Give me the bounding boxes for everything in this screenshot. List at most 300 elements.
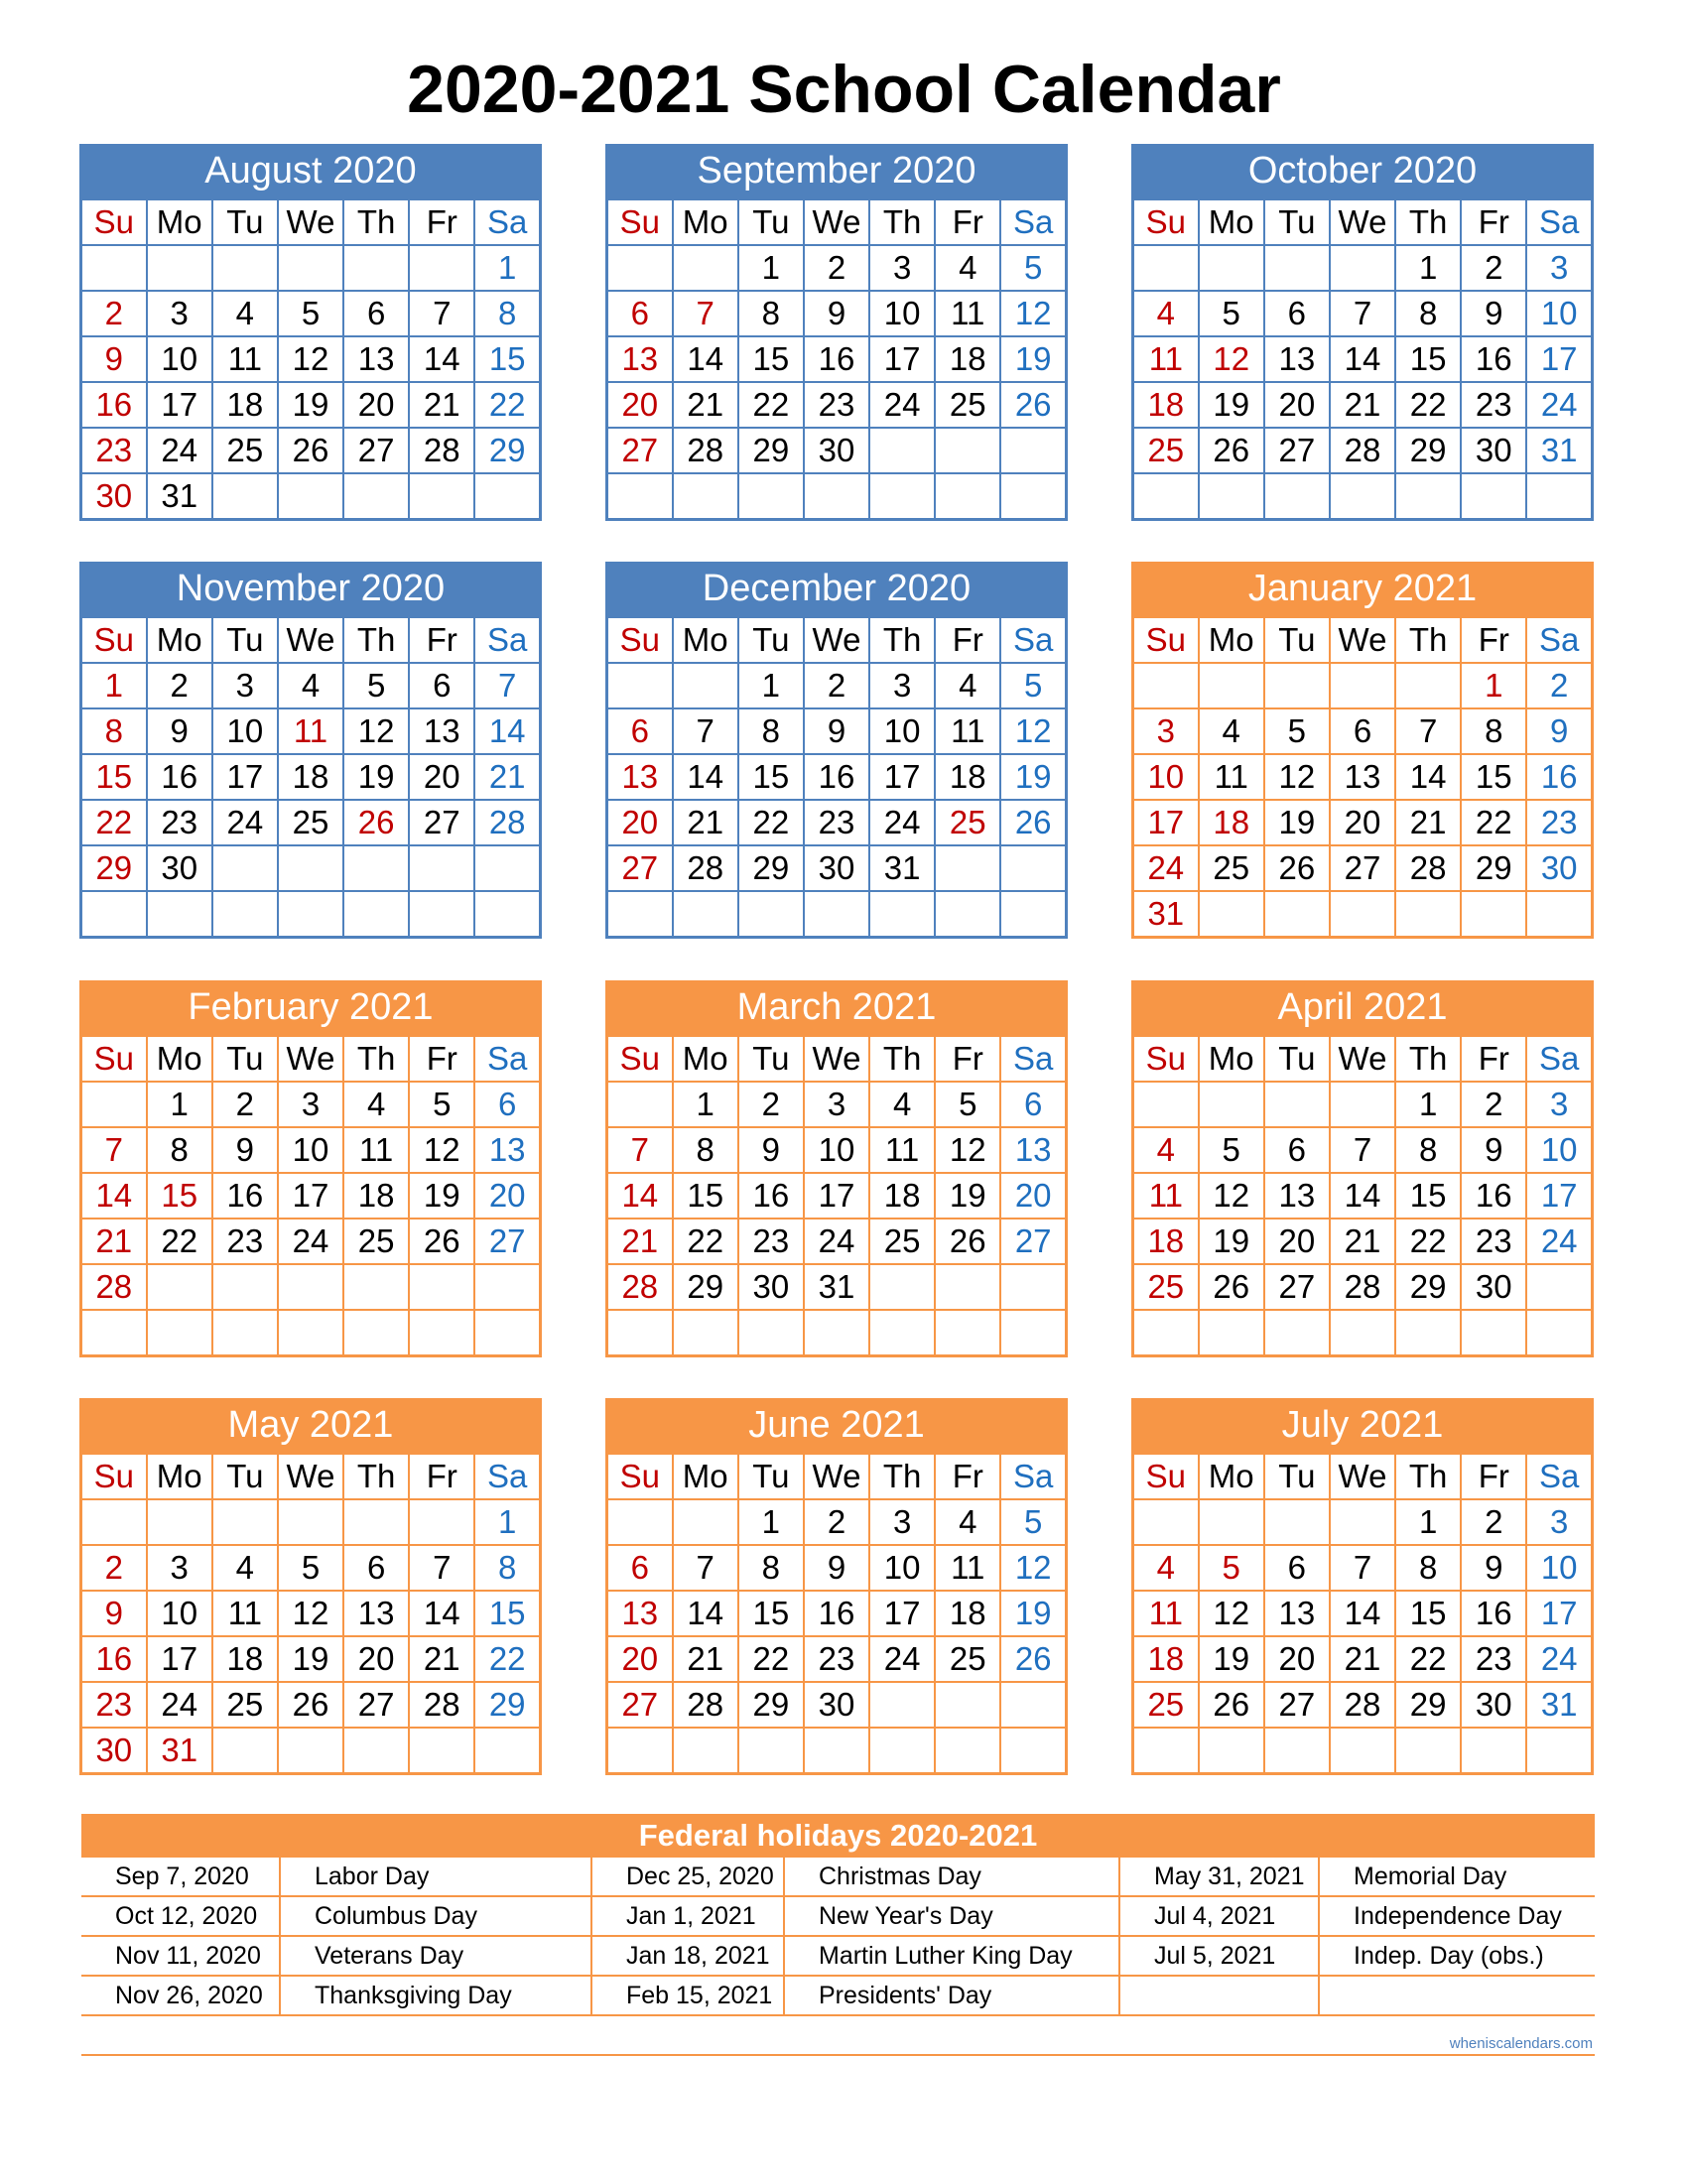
month-table: [79, 1034, 542, 1357]
day-cell: 21: [409, 382, 474, 428]
day-cell: 11: [278, 708, 343, 754]
day-cell: 20: [607, 382, 673, 428]
day-cell: 21: [1330, 1219, 1395, 1264]
weekday-header: We: [278, 199, 343, 246]
day-cell: 11: [1133, 1591, 1199, 1636]
day-cell: 30: [1461, 1264, 1526, 1310]
holidays-title: Federal holidays 2020-2021: [81, 1814, 1595, 1858]
empty-cell: [935, 1728, 1000, 1774]
month-title: December 2020: [605, 562, 1068, 615]
day-cell: 19: [1264, 800, 1330, 845]
day-cell: 10: [1526, 1127, 1592, 1173]
empty-cell: [343, 845, 409, 891]
day-cell: 29: [738, 428, 804, 473]
day-cell: 22: [738, 800, 804, 845]
empty-cell: [212, 473, 278, 520]
day-cell: 30: [1526, 845, 1592, 891]
empty-cell: [212, 891, 278, 938]
empty-cell: [278, 1728, 343, 1774]
empty-cell: [474, 473, 540, 520]
empty-cell: [869, 1264, 935, 1310]
day-cell: 15: [147, 1173, 212, 1219]
day-cell: 1: [673, 1082, 738, 1127]
day-cell: 18: [869, 1173, 935, 1219]
page-title: 2020-2021 School Calendar: [407, 52, 1281, 127]
holiday-date: Dec 25, 2020: [591, 1858, 784, 1896]
day-cell: 11: [935, 1545, 1000, 1591]
empty-cell: [804, 1310, 869, 1356]
day-cell: 3: [147, 1545, 212, 1591]
day-cell: 4: [935, 245, 1000, 291]
day-cell: 16: [738, 1173, 804, 1219]
day-cell: 11: [935, 708, 1000, 754]
empty-cell: [935, 1264, 1000, 1310]
day-cell: 12: [1199, 1591, 1264, 1636]
day-cell: 20: [607, 1636, 673, 1682]
day-cell: 13: [607, 336, 673, 382]
day-cell: 14: [409, 1591, 474, 1636]
day-cell: 13: [607, 754, 673, 800]
month-table: [1131, 197, 1594, 521]
empty-cell: [673, 1310, 738, 1356]
day-cell: 11: [1133, 336, 1199, 382]
day-cell: 28: [409, 428, 474, 473]
day-cell: 11: [212, 1591, 278, 1636]
holiday-name: Labor Day: [280, 1858, 591, 1896]
empty-cell: [1330, 245, 1395, 291]
day-cell: 17: [1526, 1591, 1592, 1636]
day-cell: 29: [738, 1682, 804, 1728]
day-cell: 25: [212, 1682, 278, 1728]
credit-link[interactable]: wheniscalendars.com: [1449, 2035, 1593, 2052]
day-cell: 16: [1461, 1173, 1526, 1219]
weekday-header: We: [1330, 1454, 1395, 1500]
month-title: June 2021: [605, 1398, 1068, 1452]
empty-cell: [1526, 891, 1592, 938]
day-cell: 10: [869, 291, 935, 336]
day-cell: 28: [673, 428, 738, 473]
day-cell: 16: [147, 754, 212, 800]
day-cell: 6: [1000, 1082, 1066, 1127]
empty-cell: [147, 245, 212, 291]
month-table: [1131, 1452, 1594, 1775]
empty-cell: [607, 1310, 673, 1356]
day-cell: 26: [278, 1682, 343, 1728]
day-cell: 5: [1000, 1499, 1066, 1545]
weekday-header: Tu: [212, 199, 278, 246]
day-cell: 6: [1264, 291, 1330, 336]
holiday-date: Jan 1, 2021: [591, 1896, 784, 1936]
day-cell: 6: [474, 1082, 540, 1127]
day-cell: 25: [212, 428, 278, 473]
day-cell: 14: [1330, 1591, 1395, 1636]
empty-cell: [81, 891, 147, 938]
day-cell: 8: [474, 291, 540, 336]
day-cell: 18: [1133, 1219, 1199, 1264]
day-cell: 30: [81, 473, 147, 520]
day-cell: 14: [607, 1173, 673, 1219]
empty-cell: [343, 473, 409, 520]
empty-cell: [935, 891, 1000, 938]
month-title: July 2021: [1131, 1398, 1594, 1452]
empty-cell: [607, 1728, 673, 1774]
day-cell: 6: [607, 708, 673, 754]
day-cell: 12: [1000, 708, 1066, 754]
day-cell: 27: [474, 1219, 540, 1264]
empty-cell: [147, 891, 212, 938]
weekday-header: Sa: [1000, 617, 1066, 664]
holiday-date: Jan 18, 2021: [591, 1936, 784, 1976]
month-table: [79, 1452, 542, 1775]
day-cell: 2: [81, 291, 147, 336]
empty-cell: [1000, 891, 1066, 938]
empty-cell: [409, 891, 474, 938]
day-cell: 21: [1330, 1636, 1395, 1682]
day-cell: 13: [343, 1591, 409, 1636]
empty-cell: [738, 1728, 804, 1774]
day-cell: 15: [1461, 754, 1526, 800]
day-cell: 23: [738, 1219, 804, 1264]
day-cell: 18: [1199, 800, 1264, 845]
empty-cell: [474, 891, 540, 938]
weekday-header: Su: [607, 1454, 673, 1500]
day-cell: 29: [474, 1682, 540, 1728]
empty-cell: [1330, 891, 1395, 938]
empty-cell: [409, 1310, 474, 1356]
day-cell: 3: [1526, 1082, 1592, 1127]
day-cell: 29: [673, 1264, 738, 1310]
empty-cell: [935, 1682, 1000, 1728]
empty-cell: [474, 1310, 540, 1356]
empty-cell: [1526, 1264, 1592, 1310]
day-cell: 10: [278, 1127, 343, 1173]
month-10: [605, 1398, 1068, 1775]
empty-cell: [212, 1728, 278, 1774]
day-cell: 7: [409, 291, 474, 336]
empty-cell: [1264, 1499, 1330, 1545]
day-cell: 15: [1395, 336, 1461, 382]
day-cell: 10: [1526, 1545, 1592, 1591]
empty-cell: [1000, 1728, 1066, 1774]
empty-cell: [1461, 1310, 1526, 1356]
day-cell: 22: [81, 800, 147, 845]
day-cell: 26: [343, 800, 409, 845]
weekday-header: We: [278, 617, 343, 664]
day-cell: 15: [673, 1173, 738, 1219]
empty-cell: [1264, 1310, 1330, 1356]
day-cell: 22: [1395, 1219, 1461, 1264]
day-cell: 23: [81, 428, 147, 473]
empty-cell: [935, 845, 1000, 891]
day-cell: 4: [1133, 1545, 1199, 1591]
day-cell: 8: [81, 708, 147, 754]
day-cell: 15: [81, 754, 147, 800]
weekday-header: Fr: [935, 1036, 1000, 1083]
day-cell: 30: [81, 1728, 147, 1774]
weekday-header: Mo: [1199, 1454, 1264, 1500]
day-cell: 23: [804, 1636, 869, 1682]
empty-cell: [1461, 1728, 1526, 1774]
day-cell: 20: [1264, 382, 1330, 428]
day-cell: 6: [1330, 708, 1395, 754]
month-title: April 2021: [1131, 980, 1594, 1034]
day-cell: 22: [673, 1219, 738, 1264]
day-cell: 30: [804, 1682, 869, 1728]
weekday-header: Fr: [409, 199, 474, 246]
holiday-date: Oct 12, 2020: [81, 1896, 280, 1936]
month-4: [605, 562, 1068, 939]
empty-cell: [1133, 1499, 1199, 1545]
weekday-header: Th: [1395, 1036, 1461, 1083]
day-cell: 10: [1133, 754, 1199, 800]
day-cell: 8: [1395, 1127, 1461, 1173]
day-cell: 9: [81, 336, 147, 382]
day-cell: 4: [1133, 291, 1199, 336]
holiday-row: [81, 1896, 1595, 1936]
day-cell: 1: [1395, 1499, 1461, 1545]
day-cell: 22: [738, 1636, 804, 1682]
day-cell: 1: [1461, 663, 1526, 708]
day-cell: 7: [1330, 1127, 1395, 1173]
holiday-date: Nov 26, 2020: [81, 1976, 280, 2015]
day-cell: 16: [81, 1636, 147, 1682]
empty-cell: [343, 1728, 409, 1774]
day-cell: 5: [1199, 1127, 1264, 1173]
day-cell: 7: [673, 708, 738, 754]
weekday-header: We: [1330, 617, 1395, 664]
day-cell: 17: [869, 336, 935, 382]
weekday-header: Tu: [738, 1454, 804, 1500]
day-cell: 17: [212, 754, 278, 800]
holiday-row: [81, 1936, 1595, 1976]
empty-cell: [607, 245, 673, 291]
day-cell: 28: [607, 1264, 673, 1310]
day-cell: 14: [673, 754, 738, 800]
empty-cell: [1395, 1728, 1461, 1774]
day-cell: 25: [935, 1636, 1000, 1682]
empty-cell: [1000, 473, 1066, 520]
day-cell: 16: [804, 1591, 869, 1636]
weekday-header: We: [1330, 1036, 1395, 1083]
day-cell: 17: [869, 1591, 935, 1636]
holiday-name: Veterans Day: [280, 1936, 591, 1976]
day-cell: 13: [474, 1127, 540, 1173]
day-cell: 21: [1330, 382, 1395, 428]
day-cell: 21: [81, 1219, 147, 1264]
weekday-header: Sa: [1000, 199, 1066, 246]
day-cell: 20: [1000, 1173, 1066, 1219]
day-cell: 8: [1461, 708, 1526, 754]
day-cell: 22: [474, 382, 540, 428]
empty-cell: [804, 1728, 869, 1774]
empty-cell: [409, 473, 474, 520]
day-cell: 28: [673, 1682, 738, 1728]
day-cell: 20: [409, 754, 474, 800]
empty-cell: [673, 1728, 738, 1774]
weekday-header: Th: [869, 1036, 935, 1083]
weekday-header: Mo: [147, 1036, 212, 1083]
day-cell: 2: [804, 663, 869, 708]
day-cell: 27: [607, 428, 673, 473]
weekday-header: Th: [343, 1454, 409, 1500]
day-cell: 4: [935, 1499, 1000, 1545]
day-cell: 24: [1526, 1636, 1592, 1682]
empty-cell: [673, 663, 738, 708]
empty-cell: [1133, 663, 1199, 708]
day-cell: 28: [409, 1682, 474, 1728]
day-cell: 22: [1395, 382, 1461, 428]
day-cell: 25: [1133, 428, 1199, 473]
day-cell: 24: [869, 800, 935, 845]
day-cell: 19: [1199, 1636, 1264, 1682]
day-cell: 4: [343, 1082, 409, 1127]
weekday-header: Fr: [1461, 1036, 1526, 1083]
day-cell: 23: [804, 800, 869, 845]
day-cell: 1: [81, 663, 147, 708]
empty-cell: [804, 891, 869, 938]
empty-cell: [1133, 1310, 1199, 1356]
day-cell: 5: [409, 1082, 474, 1127]
day-cell: 17: [1526, 1173, 1592, 1219]
weekday-header: Fr: [935, 199, 1000, 246]
weekday-header: Mo: [147, 199, 212, 246]
day-cell: 9: [804, 1545, 869, 1591]
day-cell: 10: [147, 1591, 212, 1636]
weekday-header: Th: [869, 617, 935, 664]
day-cell: 29: [474, 428, 540, 473]
weekday-header: Tu: [738, 1036, 804, 1083]
empty-cell: [343, 1499, 409, 1545]
day-cell: 8: [673, 1127, 738, 1173]
day-cell: 30: [1461, 1682, 1526, 1728]
day-cell: 3: [869, 245, 935, 291]
day-cell: 5: [278, 291, 343, 336]
day-cell: 1: [1395, 1082, 1461, 1127]
month-table: [605, 1452, 1068, 1775]
day-cell: 7: [1330, 1545, 1395, 1591]
empty-cell: [869, 891, 935, 938]
empty-cell: [1000, 428, 1066, 473]
day-cell: 24: [1526, 1219, 1592, 1264]
day-cell: 19: [1000, 336, 1066, 382]
day-cell: 12: [935, 1127, 1000, 1173]
day-cell: 1: [474, 245, 540, 291]
weekday-header: Tu: [1264, 1036, 1330, 1083]
weekday-header: Su: [1133, 1454, 1199, 1500]
month-table: [1131, 615, 1594, 939]
day-cell: 13: [1264, 336, 1330, 382]
weekday-header: Su: [81, 617, 147, 664]
day-cell: 20: [1330, 800, 1395, 845]
day-cell: 1: [474, 1499, 540, 1545]
day-cell: 3: [278, 1082, 343, 1127]
month-2: [1131, 144, 1594, 521]
empty-cell: [869, 1310, 935, 1356]
day-cell: 24: [1133, 845, 1199, 891]
day-cell: 5: [935, 1082, 1000, 1127]
day-cell: 25: [1133, 1682, 1199, 1728]
weekday-header: Fr: [409, 1036, 474, 1083]
empty-cell: [1330, 473, 1395, 520]
empty-cell: [607, 663, 673, 708]
holiday-date: Jul 4, 2021: [1119, 1896, 1319, 1936]
weekday-header: Sa: [1526, 199, 1592, 246]
empty-cell: [81, 245, 147, 291]
empty-cell: [409, 1499, 474, 1545]
empty-cell: [81, 1499, 147, 1545]
day-cell: 11: [869, 1127, 935, 1173]
holiday-name: Indep. Day (obs.): [1319, 1936, 1595, 1976]
day-cell: 2: [212, 1082, 278, 1127]
holiday-date: May 31, 2021: [1119, 1858, 1319, 1896]
weekday-header: Tu: [1264, 199, 1330, 246]
weekday-header: Th: [343, 199, 409, 246]
weekday-header: Fr: [1461, 1454, 1526, 1500]
day-cell: 1: [738, 245, 804, 291]
empty-cell: [1264, 1728, 1330, 1774]
day-cell: 19: [1000, 754, 1066, 800]
weekday-header: Su: [1133, 199, 1199, 246]
day-cell: 6: [409, 663, 474, 708]
day-cell: 27: [1000, 1219, 1066, 1264]
day-cell: 12: [1199, 1173, 1264, 1219]
empty-cell: [1264, 1082, 1330, 1127]
weekday-header: We: [804, 1036, 869, 1083]
day-cell: 9: [738, 1127, 804, 1173]
day-cell: 30: [147, 845, 212, 891]
day-cell: 4: [1199, 708, 1264, 754]
weekday-header: Tu: [212, 617, 278, 664]
empty-cell: [1199, 891, 1264, 938]
day-cell: 31: [1526, 1682, 1592, 1728]
day-cell: 23: [147, 800, 212, 845]
empty-cell: [1199, 1082, 1264, 1127]
empty-cell: [1264, 245, 1330, 291]
day-cell: 2: [738, 1082, 804, 1127]
holiday-date: Feb 15, 2021: [591, 1976, 784, 2015]
empty-cell: [1395, 1310, 1461, 1356]
day-cell: 9: [1461, 1545, 1526, 1591]
day-cell: 2: [1461, 1499, 1526, 1545]
month-5: [1131, 562, 1594, 939]
day-cell: 27: [343, 428, 409, 473]
day-cell: 16: [1526, 754, 1592, 800]
day-cell: 4: [278, 663, 343, 708]
weekday-header: Fr: [1461, 199, 1526, 246]
empty-cell: [343, 1310, 409, 1356]
weekday-header: Fr: [1461, 617, 1526, 664]
empty-cell: [1000, 1682, 1066, 1728]
empty-cell: [409, 845, 474, 891]
holiday-row: [81, 1858, 1595, 1896]
weekday-header: Su: [81, 1036, 147, 1083]
day-cell: 14: [1330, 336, 1395, 382]
day-cell: 14: [673, 336, 738, 382]
day-cell: 11: [1133, 1173, 1199, 1219]
day-cell: 13: [1264, 1591, 1330, 1636]
day-cell: 5: [1264, 708, 1330, 754]
day-cell: 18: [1133, 382, 1199, 428]
day-cell: 9: [147, 708, 212, 754]
weekday-header: Su: [81, 1454, 147, 1500]
empty-cell: [1199, 663, 1264, 708]
empty-cell: [869, 1728, 935, 1774]
day-cell: 16: [81, 382, 147, 428]
day-cell: 3: [869, 1499, 935, 1545]
month-table: [605, 197, 1068, 521]
day-cell: 25: [935, 382, 1000, 428]
empty-cell: [212, 1310, 278, 1356]
